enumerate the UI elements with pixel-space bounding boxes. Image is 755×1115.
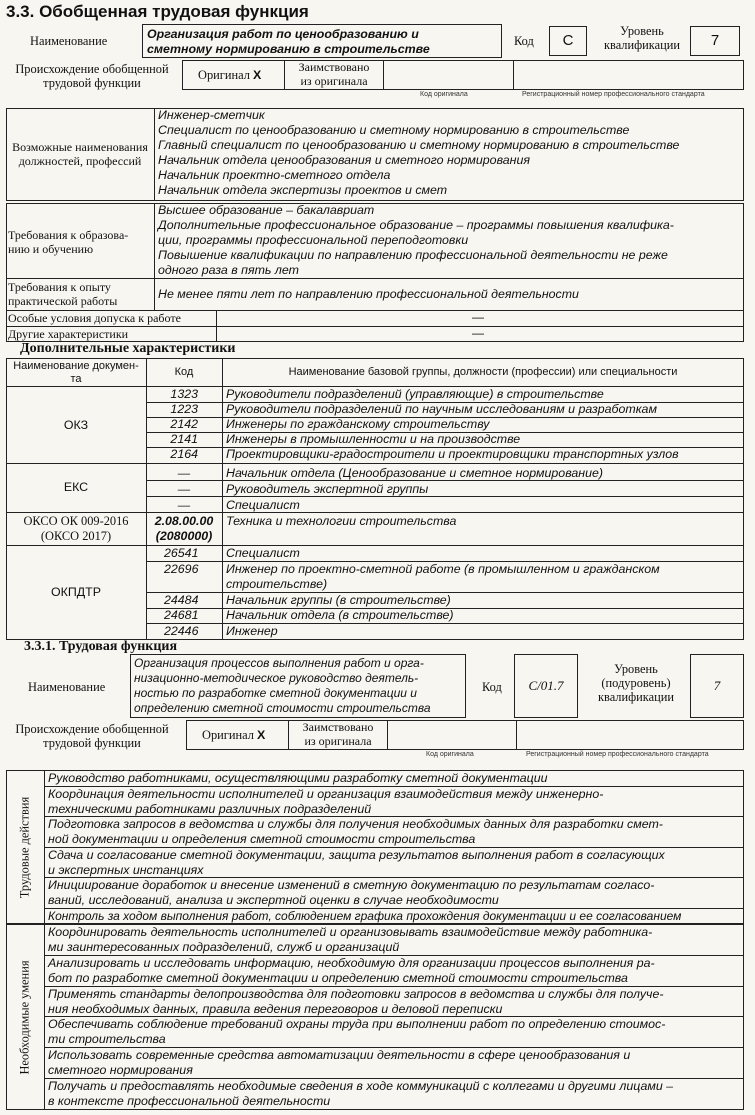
- okpdtr-code: 26541: [164, 546, 199, 560]
- level-value-331: 7: [690, 654, 744, 718]
- okz-name: Проектировщики-градостроители и проектировщики транспортных узлов: [226, 447, 679, 461]
- eks-name: Начальник отдела (Ценообразование и сметное нормирование): [226, 466, 604, 480]
- level-label-331: Уровень (подуровень) квалификации: [597, 662, 674, 704]
- original-mark: X: [253, 68, 262, 82]
- okso-name: Техника и технологии строительства: [226, 514, 457, 528]
- section-heading: 3.3. Обобщенная трудовая функция: [6, 2, 309, 21]
- origin-label-331: Происхождение обобщенной трудовой функции: [15, 722, 169, 750]
- okz-label: ОКЗ: [63, 418, 89, 432]
- function-name-line: определению сметной стоимости строительства: [134, 701, 431, 715]
- okpdtr-name: Специалист: [226, 546, 300, 560]
- eks-code: —: [177, 482, 191, 496]
- education-line: одного раза в пять лет: [158, 263, 299, 277]
- special-conditions-label: Особые условия допуска к работе: [8, 311, 181, 325]
- function-name-line: ностью по разработке сметной документации и: [134, 686, 417, 700]
- okpdtr-name: Начальник группы (в строительстве): [226, 593, 451, 607]
- origin-label: Происхождение обобщенной трудовой функции: [15, 62, 169, 90]
- labor-action-item: Руководство работниками, осуществляющими разработку сметной документации: [48, 771, 548, 785]
- position-item: Главный специалист по ценообразованию и сметному нормированию в строительстве: [158, 138, 680, 152]
- okpdtr-code: 22446: [164, 624, 199, 638]
- col-header-document: Наименование докумен- та: [13, 360, 139, 385]
- level-label: Уровень квалификации: [603, 24, 680, 52]
- eks-names: [226, 465, 603, 513]
- okz-name: Руководители подразделений (управляющие) в строительстве: [226, 387, 604, 401]
- code-original-caption-331: Код оригинала: [426, 751, 474, 758]
- okz-code: 2142: [170, 417, 198, 431]
- eks-code: —: [177, 498, 191, 512]
- education-line: Дополнительные профессиональное образование – программы повышения квалифика-: [158, 218, 674, 232]
- okpdtr-name: Инженер по проектно-сметной работе (в промышленном и гражданском строительстве): [226, 562, 660, 591]
- education-line: Высшее образование – бакалавриат: [158, 203, 375, 217]
- origin-table: [182, 60, 744, 90]
- position-item: Начальник проектно-сметного отдела: [158, 168, 391, 182]
- experience-value: Не менее пяти лет по направлению профессиональной деятельности: [158, 287, 579, 301]
- code-original-caption: Код оригинала: [420, 91, 468, 98]
- additional-heading: Дополнительные характеристики: [20, 341, 236, 356]
- okpdtr-name: Начальник отдела (в строительстве): [226, 608, 454, 622]
- level-value: 7: [690, 26, 740, 56]
- labor-action-item: Сдача и согласование сметной документации, защита результатов выполнения работ в согласующих и экспертных инстанциях: [48, 848, 665, 877]
- skill-item: Получать и предоставлять необходимые сведения в ходе коммуникаций с коллегами и другими лицами – в контексте профессиональной деятельности: [48, 1079, 674, 1108]
- okz-code: 1323: [170, 387, 198, 401]
- col-header-code: Код: [174, 366, 194, 378]
- okz-code: 2164: [170, 447, 198, 461]
- name-label-331: Наименование: [28, 680, 106, 694]
- okso-label: ОКСО ОК 009-2016 (ОКСО 2017): [23, 514, 129, 543]
- education-line: ции, программы профессиональной переподготовки: [158, 233, 469, 247]
- eks-label: ЕКС: [63, 480, 89, 494]
- okpdtr-code: 24681: [164, 608, 199, 622]
- experience-label: Требования к опыту практической работы: [8, 280, 118, 308]
- position-item: Инженер-сметчик: [158, 108, 265, 122]
- borrowed-label: Заимствовано из оригинала: [298, 60, 370, 88]
- function-name-box: [142, 24, 502, 58]
- okpdtr-name: Инженер: [226, 624, 278, 638]
- okpdtr-code: 24484: [164, 593, 199, 607]
- original-label-331: Оригинал X: [202, 728, 266, 742]
- labor-action-item: Координация деятельности исполнителей и организация взаимодействия между инженерно- техническими работниками различных подразделений: [48, 787, 604, 816]
- labor-action-item: Подготовка запросов в ведомства и службы для получения необходимых данных для разработки смет- ной документации и определения сметной стоимости строительства: [48, 817, 663, 846]
- code-value-331: C/01.7: [514, 654, 578, 718]
- function-name-line: низационно-методическое руководство деятель-: [134, 671, 419, 685]
- education-label: Требования к образова- нию и обучению: [8, 228, 129, 256]
- other-characteristics-value: —: [472, 326, 484, 340]
- code-value: C: [549, 26, 587, 56]
- name-label: Наименование: [30, 34, 108, 48]
- function-name-line: Организация работ по ценообразованию и: [147, 27, 419, 41]
- eks-name: Руководитель экспертной группы: [226, 482, 429, 496]
- position-item: Начальник отдела экспертизы проектов и смет: [158, 183, 448, 197]
- borrowed-label-331: Заимствовано из оригинала: [302, 720, 374, 748]
- position-item: Начальник отдела ценообразования и сметного нормирования: [158, 153, 530, 167]
- labor-action-item: Контроль за ходом выполнения работ, соблюдением графика прохождения документации и ее согласованием: [48, 909, 682, 923]
- okz-name: Руководители подразделений по научным исследованиям и разработкам: [226, 402, 657, 416]
- eks-name: Специалист: [226, 498, 300, 512]
- skills-label: Необходимые умения: [17, 960, 32, 1075]
- education-list: [158, 203, 674, 278]
- other-characteristics-label: Другие характеристики: [8, 327, 129, 341]
- okpdtr-label: ОКПДТР: [51, 585, 101, 599]
- code-label: Код: [514, 34, 534, 48]
- reg-number-caption-331: Регистрационный номер профессионального стандарта: [526, 751, 709, 758]
- okz-name: Инженеры по гражданскому строительству: [226, 417, 490, 431]
- okpdtr-code: 22696: [164, 562, 199, 576]
- original-label: Оригинал X: [198, 68, 262, 82]
- positions-label: Возможные наименования должностей, профессий: [12, 140, 148, 168]
- skill-item: Использовать современные средства автоматизации деятельности в сфере ценообразования и сметного нормирования: [48, 1048, 631, 1077]
- position-item: Специалист по ценообразованию и сметному нормированию в строительстве: [158, 123, 630, 137]
- okso-code: 2.08.00.00 (2080000): [154, 514, 214, 543]
- origin-table-331: [186, 720, 744, 750]
- education-line: Повышение квалификации по направлению профессиональной деятельности не реже: [158, 248, 668, 262]
- okz-name: Инженеры в промышленности и на производстве: [226, 432, 521, 446]
- labor-actions-label: Трудовые действия: [17, 796, 32, 899]
- eks-codes: [146, 465, 222, 513]
- labor-action-item: Инициирование доработок и внесение изменений в сметную документацию по результатам согласо- ваний, исследований, анализа и экспертной оценки в случае необходимости: [48, 878, 655, 907]
- okz-codes: [146, 387, 222, 462]
- code-label-331: Код: [482, 680, 502, 694]
- skill-item: Координировать деятельность исполнителей и организовывать взаимодействие между работника- ми заинтересованных подразделений, служб и организаций: [48, 925, 653, 954]
- skill-item: Обеспечивать соблюдение требований охраны труда при выполнении работ по определению стоимос- ти строительства: [48, 1017, 666, 1046]
- okz-code: 2141: [170, 432, 198, 446]
- positions-list: [158, 108, 679, 198]
- subsection-heading: 3.3.1. Трудовая функция: [24, 639, 178, 654]
- function-name-box-331: [130, 654, 466, 718]
- okz-names: [226, 387, 679, 462]
- okz-code: 1223: [170, 402, 198, 416]
- skill-item: Анализировать и исследовать информацию, необходимую для организации процессов выполнения ра- бот по разработке сметной документации и определению сметной стоимости строительства: [48, 956, 655, 985]
- skill-item: Применять стандарты делопроизводства для подготовки запросов в ведомства и службы для получе- ния необходимых данных, правила ведения переговоров и деловой переписки: [48, 987, 664, 1016]
- special-conditions-value: —: [472, 310, 484, 324]
- reg-number-caption: Регистрационный номер профессионального стандарта: [522, 91, 705, 98]
- function-name-line: сметному нормированию в строительстве: [147, 42, 430, 56]
- function-name-line: Организация процессов выполнения работ и орга-: [134, 656, 424, 670]
- col-header-name: Наименование базовой группы, должности (профессии) или специальности: [288, 366, 678, 378]
- eks-code: —: [177, 466, 191, 480]
- original-mark: X: [257, 728, 266, 742]
